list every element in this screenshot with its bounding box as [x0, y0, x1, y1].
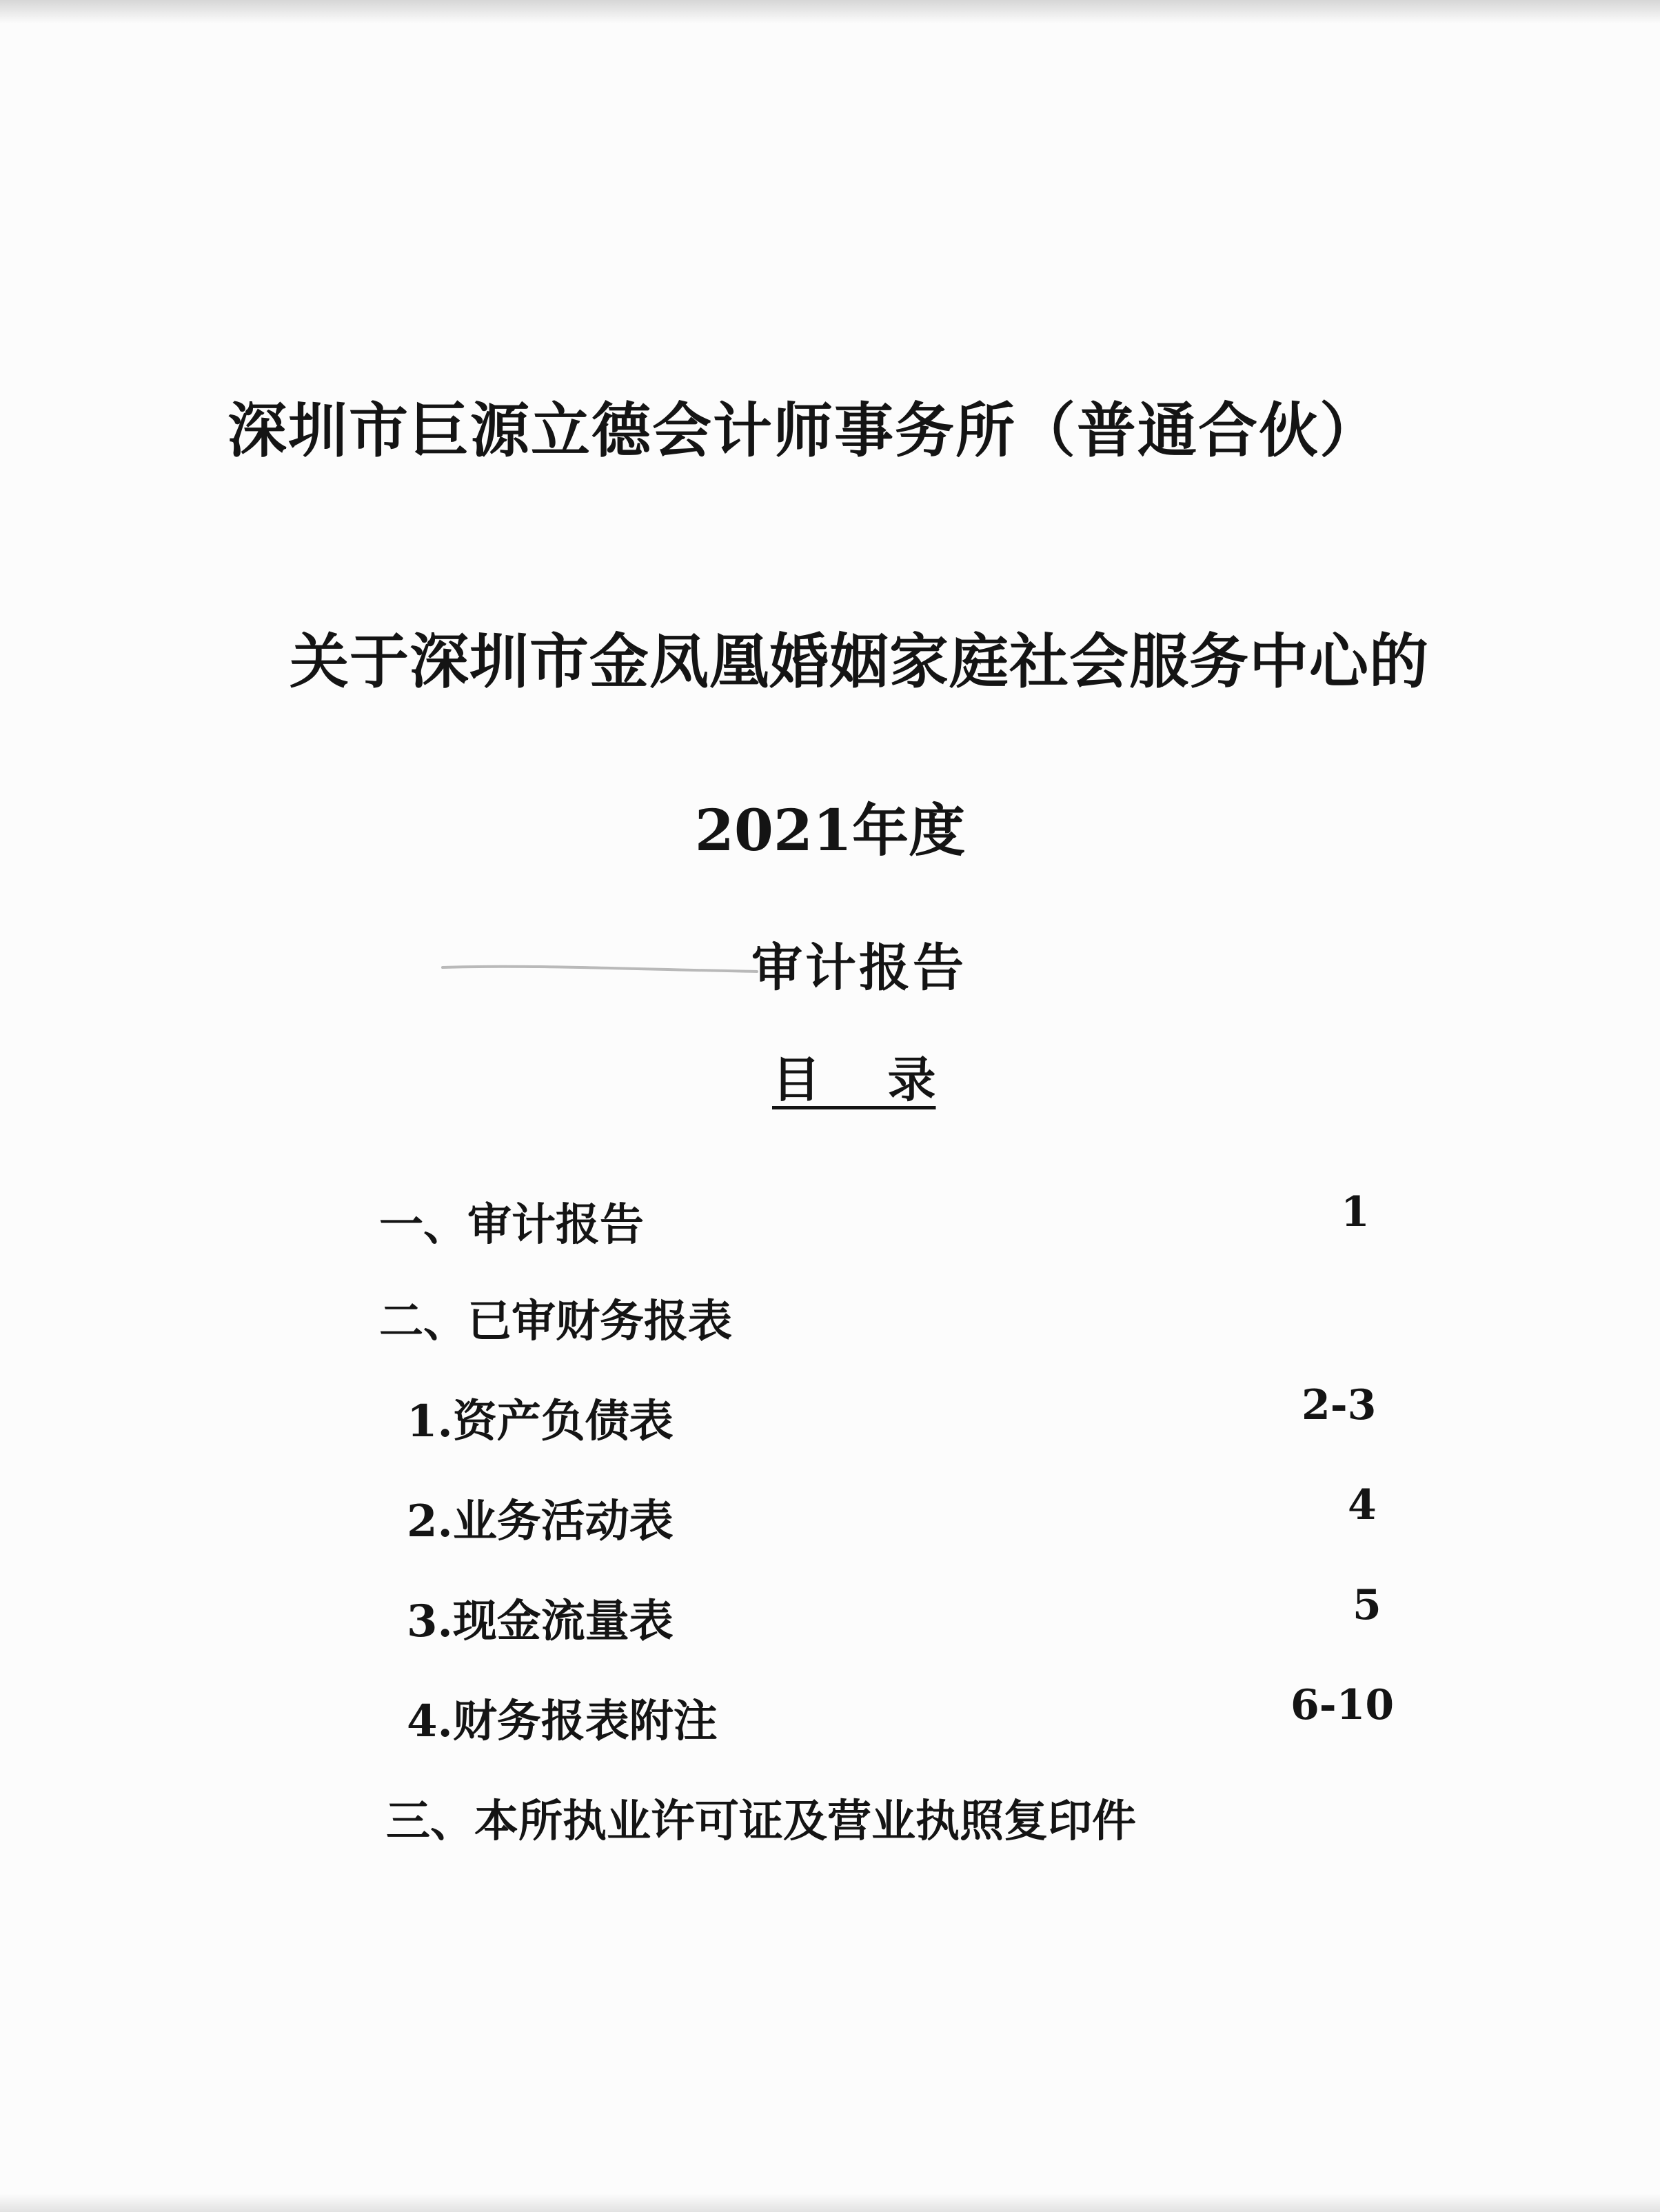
firm-name-title: 深圳市巨源立德会计师事务所（普通合伙）: [227, 396, 1380, 465]
toc-item-cash-flow: 3.现金流量表: [407, 1596, 674, 1647]
scan-bottom-shadow: [0, 2194, 1660, 2212]
toc-item-balance-sheet: 1.资产负债表: [407, 1396, 674, 1447]
toc-page-cash-flow: 5: [1353, 1581, 1381, 1629]
toc-heading: 目 录: [772, 1051, 936, 1108]
toc-item-activity-statement: 2.业务活动表: [407, 1496, 674, 1547]
toc-item-licenses: 三、本所执业许可证及营业执照复印件: [386, 1796, 1136, 1847]
toc-page-balance-sheet: 2-3: [1302, 1381, 1377, 1429]
toc-item-audit-report: 一、审计报告: [379, 1199, 644, 1251]
toc-page-notes: 6-10: [1290, 1681, 1395, 1729]
toc-item-financial-statements: 二、已审财务报表: [379, 1296, 732, 1347]
scan-top-shadow: [0, 0, 1660, 23]
toc-item-notes: 4.财务报表附注: [407, 1696, 718, 1747]
report-title: 审计报告: [751, 938, 966, 998]
report-year: 2021年度: [694, 798, 966, 864]
toc-page-audit-report: 1: [1341, 1188, 1370, 1236]
subject-title: 关于深圳市金凤凰婚姻家庭社会服务中心的: [290, 627, 1429, 696]
pen-stroke-mark: [441, 962, 758, 974]
toc-page-activity-statement: 4: [1348, 1481, 1377, 1529]
